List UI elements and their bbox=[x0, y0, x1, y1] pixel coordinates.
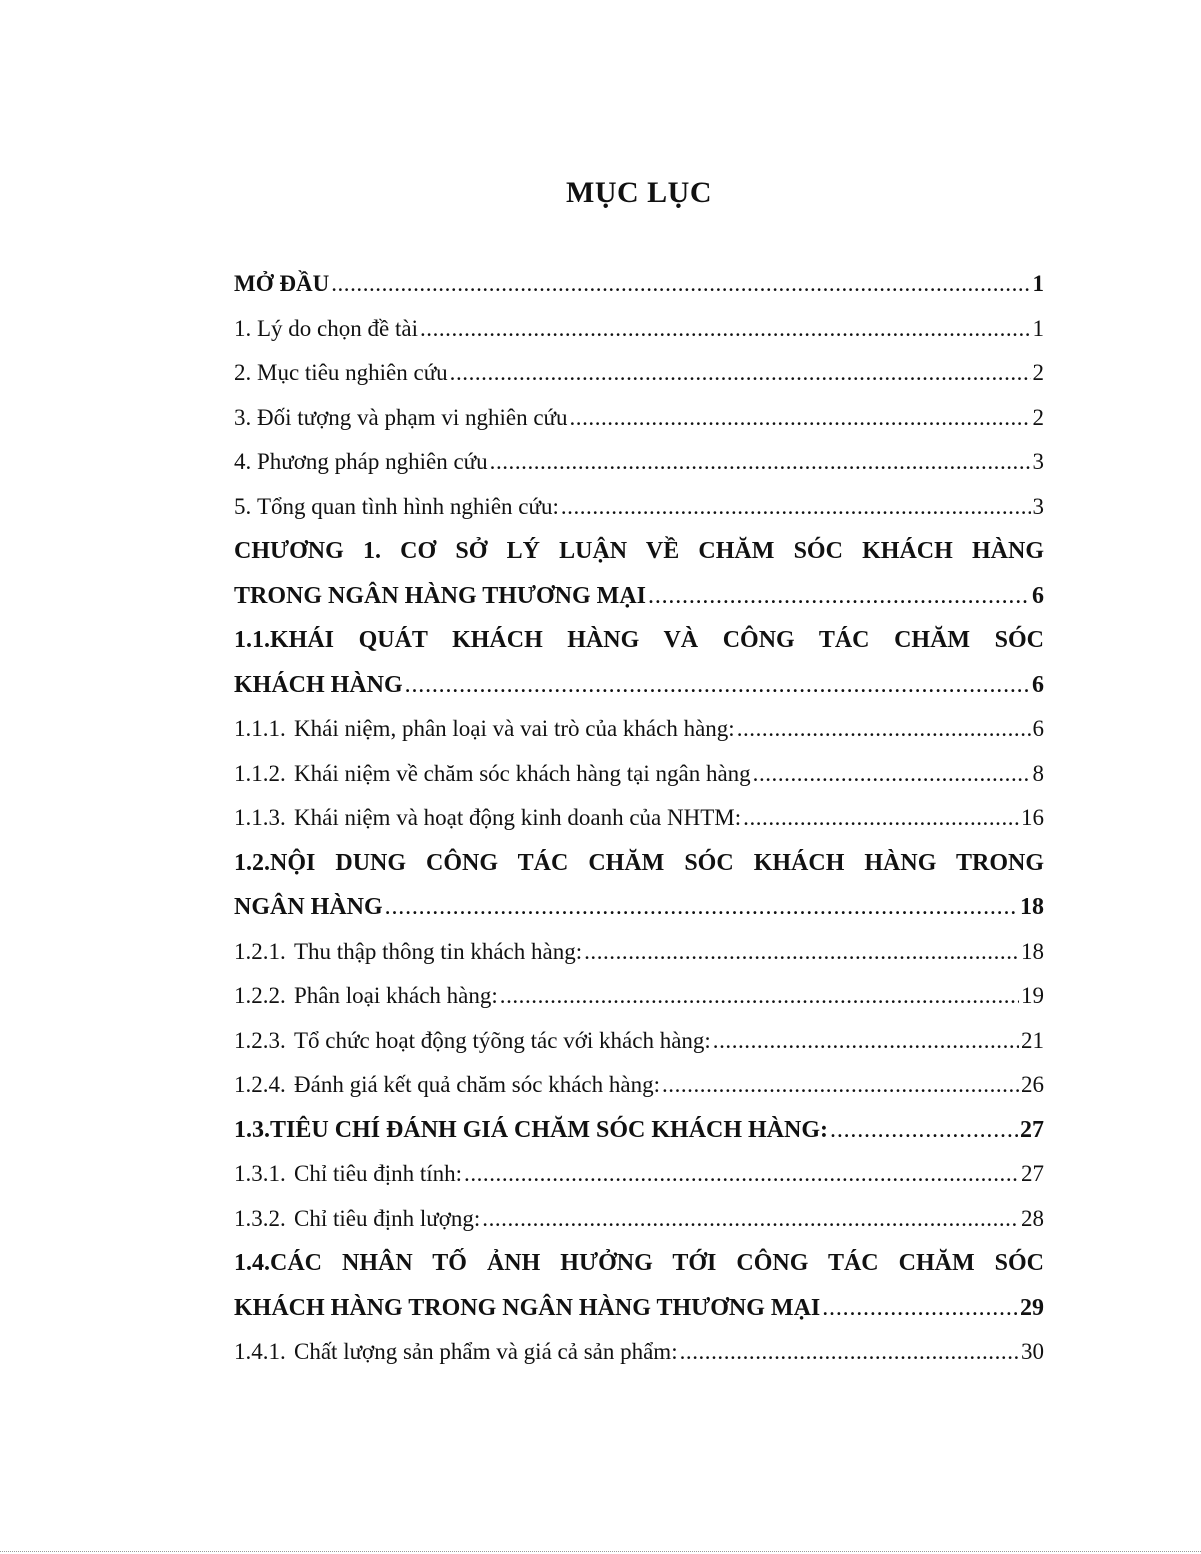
toc-entry-label: 1.3.TIÊU CHÍ ĐÁNH GIÁ CHĂM SÓC KHÁCH HÀNG: bbox=[234, 1116, 829, 1143]
toc-entry-label: TRONG NGÂN HÀNG THƯƠNG MẠI bbox=[234, 582, 647, 609]
toc-page-number: 8 bbox=[1032, 760, 1044, 786]
page-bottom-divider bbox=[0, 1551, 1201, 1553]
toc-page-number: 3 bbox=[1032, 449, 1044, 474]
toc-entry-number: 4. bbox=[234, 449, 252, 474]
toc-entry-label: Đối tượng và phạm vi nghiên cứu bbox=[257, 404, 568, 430]
dot-leader bbox=[662, 1063, 1019, 1108]
toc-chapter-1-line-1[interactable]: CHƯƠNG 1. CƠ SỞ LÝ LUẬN VỀ CHĂM SÓC KHÁCH HÀNG bbox=[234, 538, 1044, 564]
dot-leader bbox=[450, 351, 1031, 396]
toc-entry-label: Tổ chức hoạt động týõng tác với khách hàng: bbox=[294, 1027, 711, 1053]
toc-entry-number: 5. bbox=[234, 493, 252, 519]
toc-page-number: 2 bbox=[1032, 404, 1044, 430]
toc-entry-1-1-3[interactable] bbox=[234, 796, 1044, 841]
toc-section-1-2-line-1[interactable]: 1.2.NỘI DUNG CÔNG TÁC CHĂM SÓC KHÁCH HÀNG TRONG bbox=[234, 849, 1044, 876]
page-title: MỤC LỤC bbox=[566, 176, 712, 209]
toc-entry-1-2-2[interactable] bbox=[234, 974, 1044, 1019]
toc-entry-number: 1.1.1. bbox=[234, 716, 286, 741]
toc-entry-mo-dau[interactable] bbox=[234, 262, 1044, 307]
toc-entry-1-3-1[interactable] bbox=[234, 1152, 1044, 1197]
toc-entry-number: 1.2.3. bbox=[234, 1027, 286, 1053]
toc-section-1-1-line-2[interactable] bbox=[234, 663, 1044, 708]
toc-page-number: 3 bbox=[1032, 493, 1044, 519]
toc-entry-number: 1.4.1. bbox=[234, 1339, 286, 1364]
toc-entry-1-2-4[interactable] bbox=[234, 1063, 1044, 1108]
dot-leader bbox=[648, 574, 1030, 619]
toc-entry-number: 1.1.2. bbox=[234, 760, 286, 786]
toc-section-1-4-line-1[interactable]: 1.4.CÁC NHÂN TỐ ẢNH HƯỞNG TỚI CÔNG TÁC CHĂM SÓC bbox=[234, 1250, 1044, 1276]
toc-entry-number: 1.1.3. bbox=[234, 805, 286, 830]
dot-leader bbox=[822, 1286, 1018, 1331]
toc-entry-number: 1.3.2. bbox=[234, 1205, 286, 1231]
toc-entry-label: NGÂN HÀNG bbox=[234, 894, 383, 920]
dot-leader bbox=[584, 930, 1019, 975]
dot-leader bbox=[482, 1197, 1019, 1242]
toc-entry-label: Phân loại khách hàng: bbox=[294, 983, 498, 1008]
toc-entry-label: Khái niệm về chăm sóc khách hàng tại ngân hàng bbox=[294, 760, 751, 786]
toc-page-number: 28 bbox=[1021, 1205, 1044, 1231]
toc-entry-label: Đánh giá kết quả chăm sóc khách hàng: bbox=[294, 1072, 660, 1097]
toc-entry-label: Khái niệm và hoạt động kinh doanh của NHTM: bbox=[294, 805, 742, 830]
toc-entry-number: 3. bbox=[234, 404, 252, 430]
toc-page-number: 18 bbox=[1021, 938, 1044, 964]
dot-leader bbox=[405, 663, 1030, 708]
toc-entry-label: Chất lượng sản phẩm và giá cả sản phẩm: bbox=[294, 1339, 678, 1364]
toc-entry-intro-1[interactable] bbox=[234, 307, 1044, 352]
toc-entry-label: KHÁCH HÀNG TRONG NGÂN HÀNG THƯƠNG MẠI bbox=[234, 1294, 821, 1321]
toc-page-number: 1 bbox=[1032, 315, 1044, 341]
toc-section-1-3[interactable] bbox=[234, 1108, 1044, 1153]
toc-entry-label: KHÁCH HÀNG bbox=[234, 671, 403, 698]
toc-page-number: 6 bbox=[1032, 582, 1044, 609]
toc-page-number: 30 bbox=[1021, 1339, 1044, 1364]
toc-entry-number: 1.2.4. bbox=[234, 1072, 286, 1097]
toc-entry-number: 1.3.1. bbox=[234, 1161, 286, 1186]
toc-entry-label: Mục tiêu nghiên cứu bbox=[257, 360, 448, 385]
dot-leader bbox=[561, 485, 1031, 530]
toc-entry-label: Lý do chọn đề tài bbox=[257, 315, 418, 341]
toc-section-1-4-line-2[interactable] bbox=[234, 1286, 1044, 1331]
toc-entry-1-2-1[interactable] bbox=[234, 930, 1044, 975]
dot-leader bbox=[737, 707, 1031, 752]
toc-section-1-1-line-1[interactable]: 1.1.KHÁI QUÁT KHÁCH HÀNG VÀ CÔNG TÁC CHĂM SÓC bbox=[234, 627, 1044, 653]
toc-entry-label: Phương pháp nghiên cứu bbox=[257, 449, 488, 474]
toc-entry-number: 2. bbox=[234, 360, 252, 385]
toc-entry-1-1-1[interactable] bbox=[234, 707, 1044, 752]
toc-page-number: 6 bbox=[1032, 716, 1044, 741]
dot-leader bbox=[464, 1152, 1019, 1197]
toc-page-number: 19 bbox=[1021, 983, 1044, 1008]
toc-entry-intro-3[interactable] bbox=[234, 396, 1044, 441]
toc-entry-intro-5[interactable] bbox=[234, 485, 1044, 530]
toc-entry-number: 1. bbox=[234, 315, 252, 341]
toc-page-number: 29 bbox=[1020, 1294, 1044, 1321]
toc-page-number: 1 bbox=[1032, 271, 1044, 296]
dot-leader bbox=[385, 885, 1018, 930]
dot-leader bbox=[830, 1108, 1018, 1153]
dot-leader bbox=[331, 262, 1030, 307]
toc-entry-label: Tổng quan tình hình nghiên cứu: bbox=[257, 493, 559, 519]
toc-page-number: 27 bbox=[1021, 1161, 1044, 1186]
toc-entry-1-3-2[interactable] bbox=[234, 1197, 1044, 1242]
dot-leader bbox=[743, 796, 1019, 841]
toc-entry-label: Chỉ tiêu định tính: bbox=[294, 1161, 463, 1186]
toc-entry-1-1-2[interactable] bbox=[234, 752, 1044, 797]
toc-entry-label: MỞ ĐẦU bbox=[234, 271, 330, 296]
dot-leader bbox=[570, 396, 1031, 441]
toc-page-number: 18 bbox=[1020, 894, 1044, 920]
dot-leader bbox=[420, 307, 1031, 352]
dot-leader bbox=[753, 752, 1031, 797]
toc-entry-label: Thu thập thông tin khách hàng: bbox=[294, 938, 583, 964]
toc-section-1-2-line-2[interactable] bbox=[234, 885, 1044, 930]
toc-entry-label: Chỉ tiêu định lượng: bbox=[294, 1205, 481, 1231]
toc-entry-1-2-3[interactable] bbox=[234, 1019, 1044, 1064]
dot-leader bbox=[680, 1330, 1019, 1375]
toc-page-number: 6 bbox=[1032, 671, 1044, 698]
toc-page-number: 21 bbox=[1021, 1027, 1044, 1053]
toc-entry-label: Khái niệm, phân loại và vai trò của khách hàng: bbox=[294, 716, 735, 741]
toc-entry-number: 1.2.1. bbox=[234, 938, 286, 964]
toc-page-number: 26 bbox=[1021, 1072, 1044, 1097]
toc-chapter-1-line-2[interactable] bbox=[234, 574, 1044, 619]
dot-leader bbox=[500, 974, 1019, 1019]
toc-entry-1-4-1[interactable] bbox=[234, 1330, 1044, 1375]
dot-leader bbox=[490, 440, 1031, 485]
toc-page-number: 2 bbox=[1032, 360, 1044, 385]
dot-leader bbox=[713, 1019, 1019, 1064]
toc-page-number: 16 bbox=[1021, 805, 1044, 830]
toc-entry-intro-4[interactable] bbox=[234, 440, 1044, 485]
toc-page-number: 27 bbox=[1020, 1116, 1044, 1143]
table-of-contents bbox=[234, 262, 1044, 1375]
toc-entry-intro-2[interactable] bbox=[234, 351, 1044, 396]
toc-entry-number: 1.2.2. bbox=[234, 983, 286, 1008]
